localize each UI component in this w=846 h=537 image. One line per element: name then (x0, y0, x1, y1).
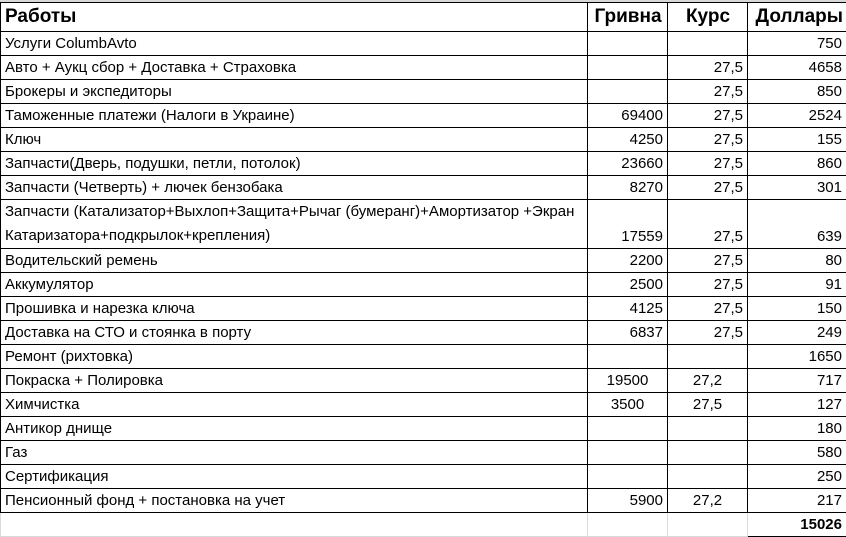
header-uah[interactable]: Гривна (588, 3, 668, 32)
table-row (1, 273, 846, 297)
cell-name[interactable]: Доставка на СТО и стоянка в порту (1, 321, 588, 345)
header-rate[interactable]: Курс (668, 3, 748, 32)
cell-rate[interactable]: 27,5 (668, 176, 748, 200)
cell-name[interactable]: Водительский ремень (1, 249, 588, 273)
cell-uah[interactable]: 69400 (588, 104, 668, 128)
cell-uah[interactable]: 5900 (588, 489, 668, 513)
cell-usd[interactable]: 4658 (748, 56, 846, 80)
table-row (1, 393, 846, 417)
cell-uah[interactable]: 17559 (588, 200, 668, 249)
table-row (1, 128, 846, 152)
cell-usd[interactable]: 850 (748, 80, 846, 104)
cell-rate[interactable] (668, 32, 748, 56)
cell-uah[interactable] (588, 32, 668, 56)
cell-rate[interactable]: 27,5 (668, 152, 748, 176)
cell-name[interactable]: Ключ (1, 128, 588, 152)
cell-rate[interactable] (668, 441, 748, 465)
header-works[interactable]: Работы (1, 3, 588, 32)
cell-rate[interactable]: 27,5 (668, 249, 748, 273)
cell-rate[interactable]: 27,5 (668, 200, 748, 249)
table-row (1, 80, 846, 104)
cell-name[interactable]: Брокеры и экспедиторы (1, 80, 588, 104)
table-row (1, 152, 846, 176)
cell-rate[interactable]: 27,5 (668, 56, 748, 80)
cell-name[interactable]: Сертификация (1, 465, 588, 489)
cell-name[interactable]: Прошивка и нарезка ключа (1, 297, 588, 321)
table-row (1, 441, 846, 465)
cell-usd[interactable]: 180 (748, 417, 846, 441)
cell-uah[interactable]: 8270 (588, 176, 668, 200)
table-row (1, 249, 846, 273)
cell-rate[interactable]: 27,5 (668, 297, 748, 321)
cell-uah[interactable] (588, 80, 668, 104)
cell-empty[interactable] (588, 513, 668, 537)
cell-uah[interactable] (588, 441, 668, 465)
cell-uah[interactable] (588, 56, 668, 80)
cell-rate[interactable] (668, 417, 748, 441)
cell-uah[interactable]: 6837 (588, 321, 668, 345)
cell-usd[interactable]: 2524 (748, 104, 846, 128)
table-row (1, 489, 846, 513)
cell-rate[interactable]: 27,5 (668, 393, 748, 417)
cell-rate[interactable] (668, 465, 748, 489)
cell-empty[interactable] (1, 513, 588, 537)
cell-usd[interactable]: 127 (748, 393, 846, 417)
cell-uah[interactable] (588, 465, 668, 489)
cell-uah[interactable]: 2500 (588, 273, 668, 297)
cell-usd[interactable]: 91 (748, 273, 846, 297)
table-row (1, 465, 846, 489)
cell-usd[interactable]: 580 (748, 441, 846, 465)
cell-rate[interactable]: 27,5 (668, 104, 748, 128)
cell-name[interactable]: Газ (1, 441, 588, 465)
cell-uah[interactable] (588, 345, 668, 369)
table-row (1, 32, 846, 56)
header-usd[interactable]: Доллары (748, 3, 846, 32)
cell-usd[interactable]: 639 (748, 200, 846, 249)
cell-name[interactable]: Авто + Аукц сбор + Доставка + Страховка (1, 56, 588, 80)
cell-name[interactable]: Аккумулятор (1, 273, 588, 297)
cell-name[interactable]: Услуги ColumbAvto (1, 32, 588, 56)
cell-name[interactable]: Запчасти (Четверть) + лючек бензобака (1, 176, 588, 200)
table-row (1, 297, 846, 321)
table-row (1, 104, 846, 128)
cell-rate[interactable]: 27,5 (668, 273, 748, 297)
cell-name[interactable]: Покраска + Полировка (1, 369, 588, 393)
cell-uah[interactable]: 3500 (588, 393, 668, 417)
cell-usd[interactable]: 1650 (748, 345, 846, 369)
expenses-table (0, 2, 846, 537)
cell-name[interactable]: Химчистка (1, 393, 588, 417)
cell-name[interactable]: Пенсионный фонд + постановка на учет (1, 489, 588, 513)
cell-rate[interactable]: 27,5 (668, 80, 748, 104)
table-row (1, 417, 846, 441)
cell-uah[interactable]: 23660 (588, 152, 668, 176)
cell-usd[interactable]: 217 (748, 489, 846, 513)
cell-usd[interactable]: 717 (748, 369, 846, 393)
cell-uah[interactable]: 2200 (588, 249, 668, 273)
cell-usd[interactable]: 860 (748, 152, 846, 176)
cell-usd[interactable]: 80 (748, 249, 846, 273)
table-row (1, 321, 846, 345)
cell-rate[interactable]: 27,5 (668, 321, 748, 345)
cell-usd[interactable]: 750 (748, 32, 846, 56)
table-row (1, 176, 846, 200)
cell-uah[interactable]: 19500 (588, 369, 668, 393)
cell-uah[interactable]: 4125 (588, 297, 668, 321)
cell-uah[interactable]: 4250 (588, 128, 668, 152)
cell-rate[interactable]: 27,5 (668, 128, 748, 152)
cell-usd[interactable]: 249 (748, 321, 846, 345)
cell-uah[interactable] (588, 417, 668, 441)
cell-name[interactable]: Ремонт (рихтовка) (1, 345, 588, 369)
cell-usd[interactable]: 155 (748, 128, 846, 152)
cell-rate[interactable] (668, 345, 748, 369)
table-row (1, 200, 846, 249)
cell-name[interactable]: Запчасти (Катализатор+Выхлоп+Защита+Рычаг (бумеранг)+Амортизатор +Экран Катаризатора+подкрылок+крепления) (1, 200, 588, 249)
total-row (1, 513, 846, 537)
total-usd[interactable]: 15026 (748, 513, 846, 537)
cell-name[interactable]: Таможенные платежи (Налоги в Украине) (1, 104, 588, 128)
header-row (1, 3, 846, 32)
cell-usd[interactable]: 150 (748, 297, 846, 321)
cell-name[interactable]: Запчасти(Дверь, подушки, петли, потолок) (1, 152, 588, 176)
cell-name[interactable]: Антикор днище (1, 417, 588, 441)
table-row (1, 56, 846, 80)
table-row (1, 369, 846, 393)
cell-rate[interactable]: 27,2 (668, 489, 748, 513)
cell-empty[interactable] (668, 513, 748, 537)
cell-rate[interactable]: 27,2 (668, 369, 748, 393)
cell-usd[interactable]: 250 (748, 465, 846, 489)
table-row (1, 345, 846, 369)
cell-usd[interactable]: 301 (748, 176, 846, 200)
